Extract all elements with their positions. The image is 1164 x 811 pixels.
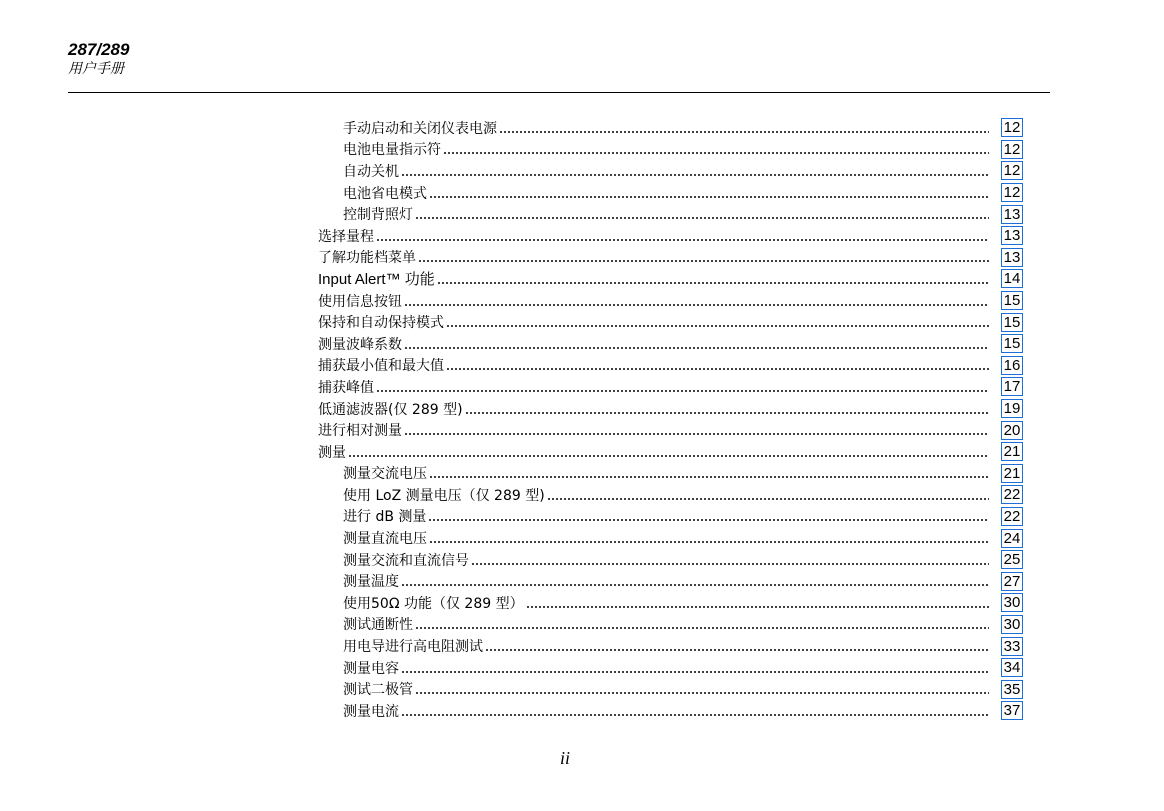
toc-entry-title: 测量 <box>318 444 346 461</box>
toc-page-link[interactable]: 30 <box>1001 615 1023 634</box>
toc-page-link[interactable]: 27 <box>1001 572 1023 591</box>
dot-leader <box>465 412 989 414</box>
dot-leader <box>471 563 989 565</box>
toc-entry-title: 测量交流和直流信号 <box>343 552 469 569</box>
toc-entry[interactable] <box>318 225 1023 247</box>
toc-entry-title: 手动启动和关闭仪表电源 <box>343 120 497 137</box>
toc-entry-title: 选择量程 <box>318 228 374 245</box>
dot-leader <box>401 714 989 716</box>
dot-leader <box>443 152 989 154</box>
toc-entry-title: 捕获最小值和最大值 <box>318 358 444 375</box>
toc-entry-title: 测量温度 <box>343 574 399 591</box>
toc-entry[interactable] <box>318 527 1023 549</box>
dot-leader <box>446 368 989 370</box>
toc-entry-title: 捕获峰值 <box>318 379 374 396</box>
toc-entry-title: 测试通断性 <box>343 617 413 634</box>
dot-leader <box>415 217 989 219</box>
toc-page-link[interactable]: 13 <box>1001 226 1023 245</box>
toc-entry[interactable] <box>318 592 1023 614</box>
dot-leader <box>446 325 989 327</box>
dot-leader <box>428 519 989 521</box>
toc-page-link[interactable]: 12 <box>1001 161 1023 180</box>
model-number: 287/289 <box>68 40 130 59</box>
dot-leader <box>418 260 989 262</box>
toc-entry-title: 进行 dB 测量 <box>343 509 427 526</box>
header-divider <box>68 92 1050 93</box>
toc-page-link[interactable]: 16 <box>1001 356 1023 375</box>
toc-entry[interactable] <box>318 311 1023 333</box>
dot-leader <box>429 476 989 478</box>
toc-page-link[interactable]: 12 <box>1001 140 1023 159</box>
toc-entry[interactable] <box>318 441 1023 463</box>
toc-entry-title: 使用50Ω 功能（仅 289 型） <box>343 595 524 612</box>
dot-leader <box>437 282 989 284</box>
toc-page-link[interactable]: 15 <box>1001 313 1023 332</box>
dot-leader <box>348 455 989 457</box>
dot-leader <box>404 304 989 306</box>
toc-entry[interactable] <box>318 376 1023 398</box>
toc-entry[interactable] <box>318 570 1023 592</box>
toc-entry[interactable] <box>318 678 1023 700</box>
dot-leader <box>526 606 989 608</box>
dot-leader <box>499 131 989 133</box>
toc-entry[interactable] <box>318 247 1023 269</box>
toc-entry-title: 测量电流 <box>343 703 399 720</box>
toc-entry[interactable] <box>318 506 1023 528</box>
toc-entry[interactable] <box>318 160 1023 182</box>
toc-page-link[interactable]: 24 <box>1001 529 1023 548</box>
toc-entry-title: 了解功能档菜单 <box>318 250 416 267</box>
toc-page-link[interactable]: 19 <box>1001 399 1023 418</box>
dot-leader <box>404 433 989 435</box>
toc-entry-title: 测量直流电压 <box>343 531 427 548</box>
toc-page-link[interactable]: 34 <box>1001 658 1023 677</box>
toc-entry-title: 测试二极管 <box>343 682 413 699</box>
toc-page-link[interactable]: 13 <box>1001 205 1023 224</box>
toc-entry[interactable] <box>318 355 1023 377</box>
toc-page-link[interactable]: 25 <box>1001 550 1023 569</box>
toc-entry-title: 低通滤波器(仅 289 型) <box>318 401 463 418</box>
dot-leader <box>429 196 989 198</box>
dot-leader <box>547 498 989 500</box>
toc-entry[interactable] <box>318 290 1023 312</box>
toc-page-link[interactable]: 20 <box>1001 421 1023 440</box>
toc-page-link[interactable]: 21 <box>1001 442 1023 461</box>
toc-entry-title: 保持和自动保持模式 <box>318 315 444 332</box>
dot-leader <box>415 692 989 694</box>
toc-entry[interactable] <box>318 203 1023 225</box>
dot-leader <box>401 584 989 586</box>
toc-entry[interactable] <box>318 398 1023 420</box>
toc-entry-title: 测量交流电压 <box>343 466 427 483</box>
dot-leader <box>485 649 989 651</box>
toc-entry-title: 测量波峰系数 <box>318 336 402 353</box>
dot-leader <box>376 239 989 241</box>
toc-entry[interactable] <box>318 700 1023 722</box>
toc-page-link[interactable]: 15 <box>1001 291 1023 310</box>
dot-leader <box>401 174 989 176</box>
toc-entry[interactable] <box>318 484 1023 506</box>
dot-leader <box>415 627 989 629</box>
table-of-contents <box>318 117 1023 722</box>
toc-entry[interactable] <box>318 419 1023 441</box>
toc-entry[interactable] <box>318 139 1023 161</box>
toc-page-link[interactable]: 12 <box>1001 118 1023 137</box>
toc-entry[interactable] <box>318 463 1023 485</box>
dot-leader <box>404 347 989 349</box>
toc-entry-title: 使用 LoZ 测量电压（仅 289 型) <box>343 487 545 504</box>
toc-entry-title: 测量电容 <box>343 660 399 677</box>
toc-page-link[interactable]: 14 <box>1001 269 1023 288</box>
toc-page-link[interactable]: 12 <box>1001 183 1023 202</box>
dot-leader <box>376 390 989 392</box>
toc-page-link[interactable]: 35 <box>1001 680 1023 699</box>
toc-page-link[interactable]: 22 <box>1001 507 1023 526</box>
page-header <box>68 40 129 78</box>
toc-page-link[interactable]: 21 <box>1001 464 1023 483</box>
toc-entry[interactable] <box>318 657 1023 679</box>
toc-page-link[interactable]: 22 <box>1001 485 1023 504</box>
toc-entry[interactable] <box>318 182 1023 204</box>
toc-page-link[interactable]: 33 <box>1001 637 1023 656</box>
toc-page-link[interactable]: 15 <box>1001 334 1023 353</box>
toc-entry-title: 控制背照灯 <box>343 207 413 224</box>
dot-leader <box>429 541 989 543</box>
toc-entry-title: 电池电量指示符 <box>343 142 441 159</box>
toc-entry-title: 使用信息按钮 <box>318 293 402 310</box>
toc-entry-title: 用电导进行高电阻测试 <box>343 639 483 656</box>
toc-page-link[interactable]: 37 <box>1001 701 1023 720</box>
toc-entry-title: 自动关机 <box>343 163 399 180</box>
toc-entry[interactable] <box>318 268 1023 290</box>
dot-leader <box>401 671 989 673</box>
toc-page-link[interactable]: 13 <box>1001 248 1023 267</box>
toc-entry-title: Input Alert™ 功能 <box>318 271 435 289</box>
toc-entry[interactable] <box>318 333 1023 355</box>
manual-title: 用户手册 <box>68 61 124 77</box>
toc-entry[interactable] <box>318 549 1023 571</box>
toc-page-link[interactable]: 17 <box>1001 377 1023 396</box>
toc-entry[interactable] <box>318 117 1023 139</box>
toc-entry-title: 进行相对测量 <box>318 423 402 440</box>
toc-entry[interactable] <box>318 635 1023 657</box>
toc-entry[interactable] <box>318 614 1023 636</box>
toc-page-link[interactable]: 30 <box>1001 593 1023 612</box>
toc-entry-title: 电池省电模式 <box>343 185 427 202</box>
page-number-footer: ii <box>559 748 570 768</box>
